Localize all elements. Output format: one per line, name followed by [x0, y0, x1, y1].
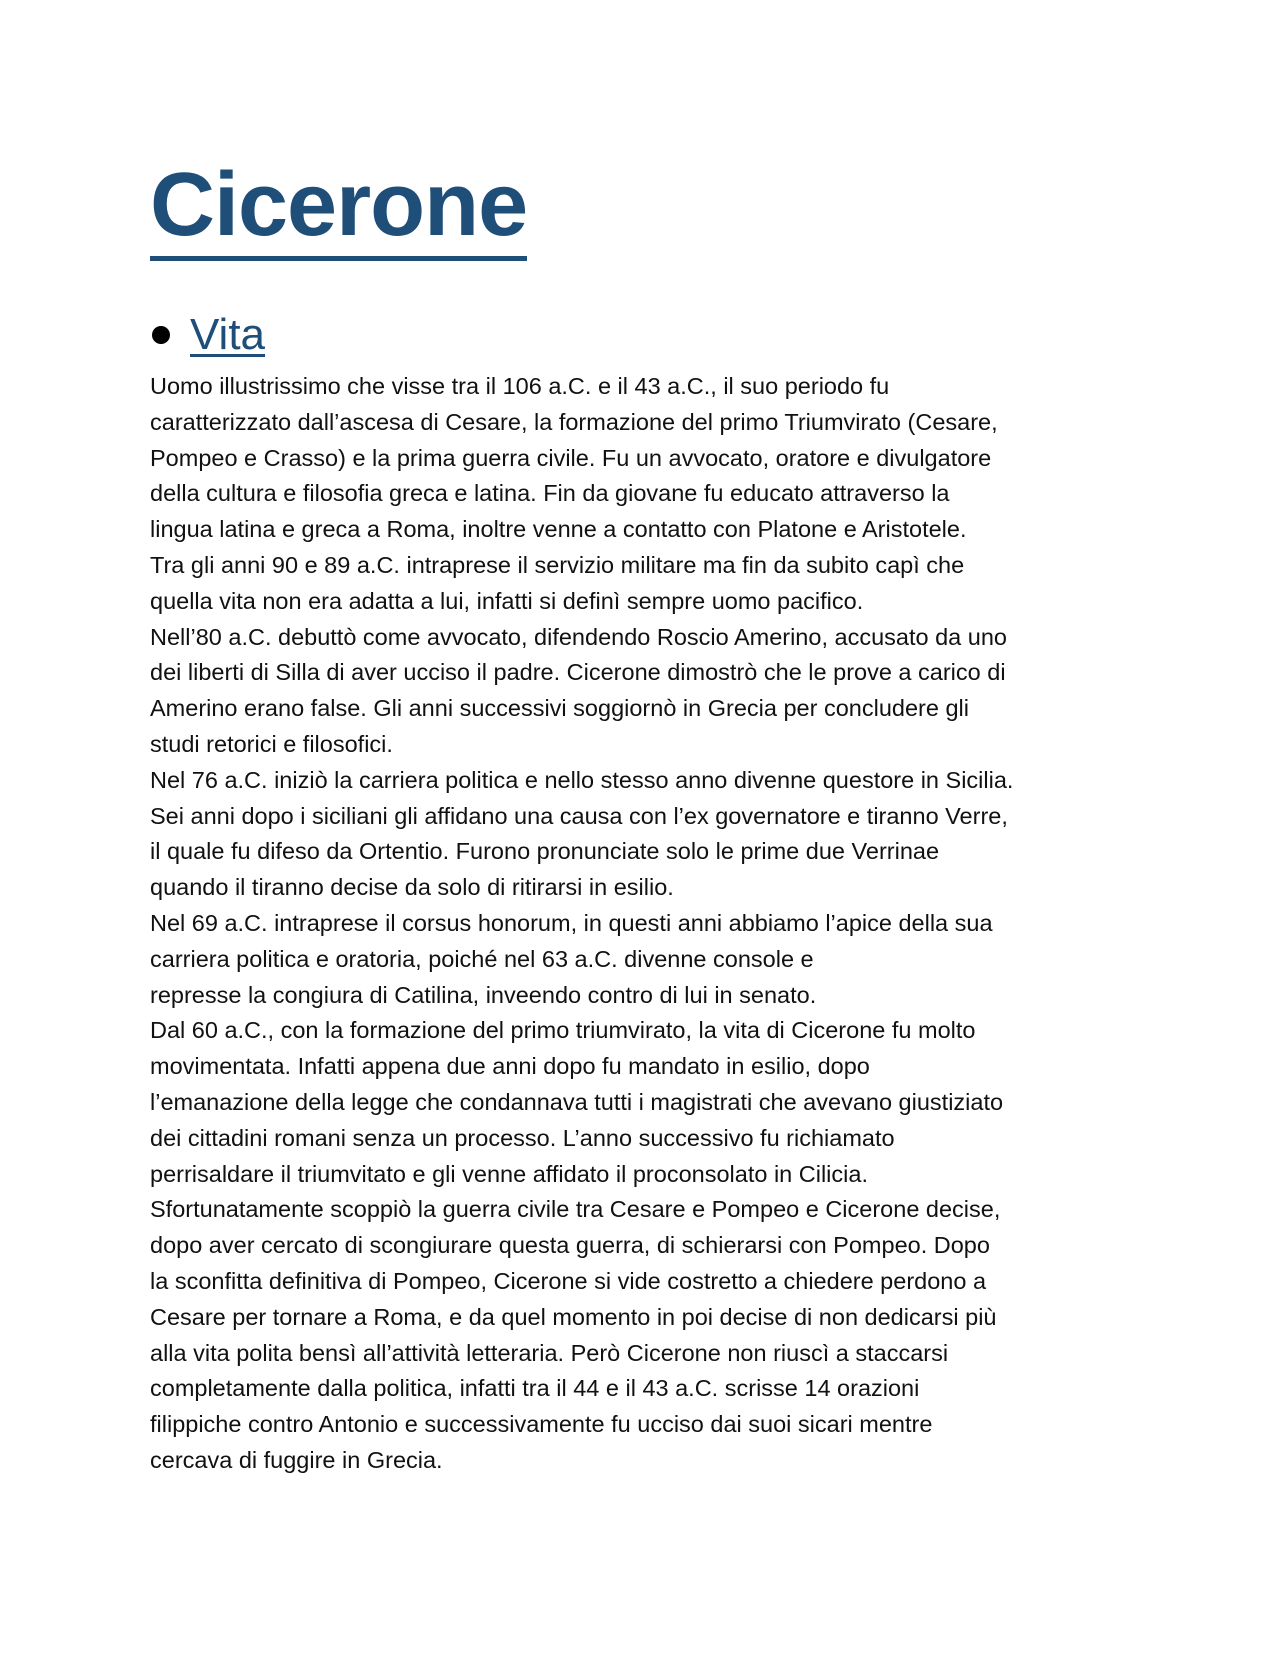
- body-line: la sconfitta definitiva di Pompeo, Cicerone si vide costretto a chiedere perdono a: [150, 1267, 987, 1294]
- body-line: alla vita polita bensì all’attività letteraria. Però Cicerone non riuscì a staccarsi: [150, 1339, 949, 1366]
- body-line: dei liberti di Silla di aver ucciso il padre. Cicerone dimostrò che le prove a carico di: [150, 659, 1006, 686]
- body-line: Cesare per tornare a Roma, e da quel momento in poi decise di non dedicarsi più: [150, 1303, 997, 1330]
- bullet-icon: [152, 326, 170, 344]
- body-line: della cultura e filosofia greca e latina. Fin da giovane fu educato attraverso la: [150, 480, 950, 507]
- body-line: cercava di fuggire in Grecia.: [150, 1446, 443, 1473]
- body-line: quando il tiranno decise da solo di ritirarsi in esilio.: [150, 874, 674, 901]
- body-line: studi retorici e filosofici.: [150, 730, 393, 757]
- body-line: filippiche contro Antonio e successivamente fu ucciso dai suoi sicari mentre: [150, 1411, 933, 1438]
- section-body: [150, 369, 1150, 1479]
- body-line: il quale fu difeso da Ortentio. Furono pronunciate solo le prime due Verrinae: [150, 838, 940, 865]
- body-line: Tra gli anni 90 e 89 a.C. intraprese il servizio militare ma fin da subito capì che: [150, 551, 965, 578]
- section-heading-row: [150, 307, 1150, 363]
- body-line: represse la congiura di Catilina, inveendo contro di lui in senato.: [150, 981, 817, 1008]
- section-title: Vita: [190, 310, 266, 359]
- body-line: perrisaldare il triumvitato e gli venne affidato il proconsolato in Cilicia.: [150, 1160, 868, 1187]
- body-line: caratterizzato dall’ascesa di Cesare, la formazione del primo Triumvirato (Cesare,: [150, 408, 998, 435]
- body-line: Dal 60 a.C., con la formazione del primo triumvirato, la vita di Cicerone fu molto: [150, 1017, 976, 1044]
- body-line: completamente dalla politica, infatti tra il 44 e il 43 a.C. scrisse 14 orazioni: [150, 1375, 920, 1402]
- body-line: Sfortunatamente scoppiò la guerra civile tra Cesare e Pompeo e Cicerone decise,: [150, 1196, 1001, 1223]
- body-line: quella vita non era adatta a lui, infatti si definì sempre uomo pacifico.: [150, 587, 864, 614]
- document-title: Cicerone: [150, 160, 527, 261]
- body-line: Nel 69 a.C. intraprese il corsus honorum, in questi anni abbiamo l’apice della sua: [150, 909, 993, 936]
- body-line: Amerino erano false. Gli anni successivi soggiornò in Grecia per concludere gli: [150, 695, 969, 722]
- body-line: l’emanazione della legge che condannava tutti i magistrati che avevano giustiziato: [150, 1088, 1004, 1115]
- body-line: movimentata. Infatti appena due anni dopo fu mandato in esilio, dopo: [150, 1053, 870, 1080]
- body-line: dei cittadini romani senza un processo. L’anno successivo fu richiamato: [150, 1124, 895, 1151]
- document-page: [150, 155, 1150, 1479]
- body-line: Sei anni dopo i siciliani gli affidano una causa con l’ex governatore e tiranno Verre,: [150, 802, 1008, 829]
- body-line: lingua latina e greca a Roma, inoltre venne a contatto con Platone e Aristotele.: [150, 516, 967, 543]
- body-line: dopo aver cercato di scongiurare questa guerra, di schierarsi con Pompeo. Dopo: [150, 1232, 990, 1259]
- body-line: Nell’80 a.C. debuttò come avvocato, difendendo Roscio Amerino, accusato da uno: [150, 623, 1007, 650]
- body-line: Nel 76 a.C. iniziò la carriera politica e nello stesso anno divenne questore in Sicilia.: [150, 766, 1014, 793]
- body-line: Pompeo e Crasso) e la prima guerra civile. Fu un avvocato, oratore e divulgatore: [150, 444, 992, 471]
- body-line: Uomo illustrissimo che visse tra il 106 a.C. e il 43 a.C., il suo periodo fu: [150, 373, 890, 399]
- body-line: carriera politica e oratoria, poiché nel 63 a.C. divenne console e: [150, 945, 814, 972]
